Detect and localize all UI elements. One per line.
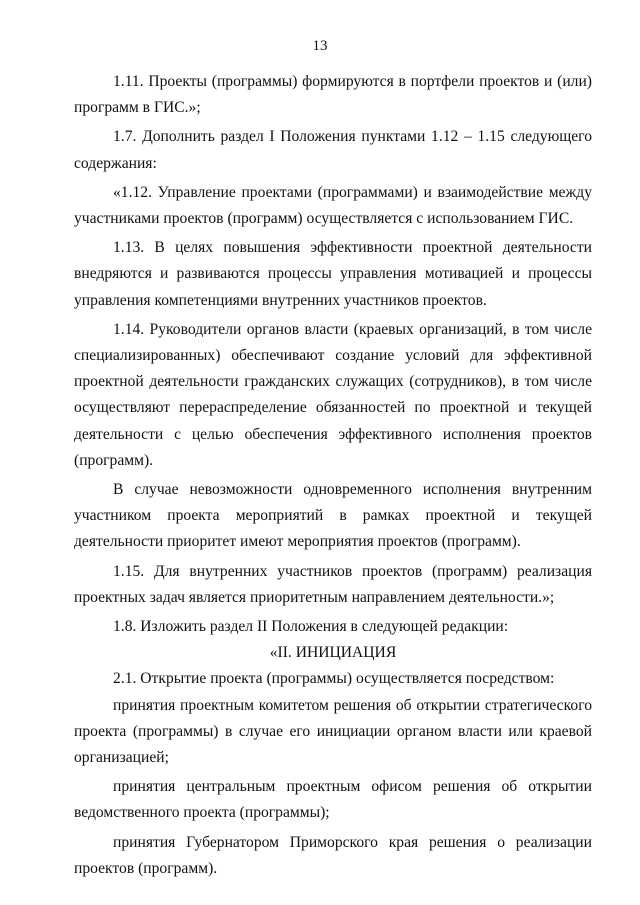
- paragraph-1-15: 1.15. Для внутренних участников проектов (программ) реализация проектных задач является приоритетным направлением деятельности.»;: [74, 562, 592, 606]
- paragraph-1-13: 1.13. В целях повышения эффективности проектной деятельности внедряются и развиваются процессы управления мотивацией и процессы управления компетенциями внутренних участников проектов.: [74, 239, 592, 309]
- page-number: 13: [312, 38, 328, 54]
- paragraph-1-11: 1.11. Проекты (программы) формируются в портфели проектов и (или) программ в ГИС.»;: [74, 73, 592, 117]
- list-item-central-office: принятия центральным проектным офисом решения об открытии ведомственного проекта (программы);: [74, 778, 592, 822]
- paragraph-1-12: «1.12. Управление проектами (программами) и взаимодействие между участниками проектов (программ) осуществляется с использованием ГИС.: [74, 183, 592, 228]
- list-item-project-committee: принятия проектным комитетом решения об открытии стратегического проекта (программы) в случае его инициации органом власти или краевой организацией;: [74, 696, 592, 767]
- section-heading: «II. ИНИЦИАЦИЯ: [269, 644, 397, 662]
- paragraph-1-8: 1.8. Изложить раздел II Положения в следующей редакции:: [113, 618, 509, 636]
- paragraph-1-7: 1.7. Дополнить раздел I Положения пунктами 1.12 – 1.15 следующего содержания:: [74, 128, 592, 172]
- paragraph-1-14: 1.14. Руководители органов власти (краевых организаций, в том числе специализированных) обеспечивают создание условий для эффективной проектной деятельности гражданских служащих (сотрудников), в том числе осуществляют перераспределение обязанностей по проектной и текущей деятельности с целью обеспечения эффективного исполнения проектов (программ).: [74, 320, 592, 469]
- paragraph-impossibility: В случае невозможности одновременного исполнения внутренним участником проекта мероприятий в рамках проектной и текущей деятельности приоритет имеют мероприятия проектов (программ).: [74, 481, 592, 551]
- document-body: [74, 69, 592, 882]
- list-item-governor: принятия Губернатором Приморского края решения о реализации проектов (программ).: [74, 833, 592, 877]
- paragraph-2-1: 2.1. Открытие проекта (программы) осуществляется посредством:: [113, 670, 555, 688]
